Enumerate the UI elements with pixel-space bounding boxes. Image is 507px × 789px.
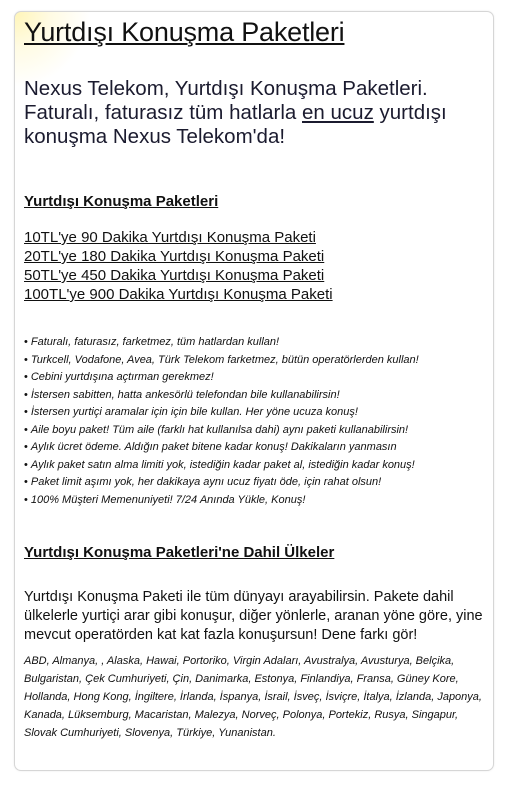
- package-item: [24, 285, 333, 304]
- countries-heading[interactable]: Yurtdışı Konuşma Paketleri'ne Dahil Ülkeler: [24, 544, 335, 561]
- bullet-icon: •: [24, 388, 28, 401]
- intro-text-before: Nexus Telekom, Yurtdışı Konuşma Paketleri. Faturalı, faturasız tüm hatlarla: [24, 77, 428, 124]
- bullet-icon: •: [24, 441, 28, 453]
- feature-item: • Aylık paket satın alma limiti yok, istediğin kadar paket al, istediğin kadar konuş!: [24, 458, 415, 471]
- bullet-icon: •: [24, 371, 28, 383]
- content-card: [14, 11, 494, 771]
- world-coverage-text: Yurtdışı Konuşma Paketi ile tüm dünyayı arayabilirsin. Pakete dahil ülkelerle yurtiçi arar gibi konuşur, diğer yönlerle, aranan yöne göre, yine mevcut operatörden kat kat fazla konuşursun! Dene farkı gör!: [24, 589, 483, 643]
- package-item: [24, 228, 333, 247]
- package-list: [24, 228, 333, 304]
- page-title: Yurtdışı Konuşma Paketleri: [24, 17, 345, 47]
- feature-item: • Turkcell, Vodafone, Avea, Türk Telekom farketmez, bütün operatörlerden kullan!: [24, 353, 419, 366]
- intro-text-after: yurtdışı konuşma Nexus Telekom'da!: [24, 101, 447, 148]
- package-link-100tl[interactable]: 100TL'ye 900 Dakika Yurtdışı Konuşma Paketi: [24, 286, 333, 303]
- bullet-icon: •: [24, 458, 28, 471]
- country-list: ABD, Almanya, , Alaska, Hawai, Portoriko, Virgin Adaları, Avustralya, Avusturya, Belçika, Bulgaristan, Çek Cumhuriyeti, Çin, Danimarka, Estonya, Finlandiya, Fransa, Güney Kore, Hollanda, Hong Kong, İngiltere, İrlanda, İspanya, İsrail, İsveç, İsviçre, İtalya, İzlanda, Japonya, Kanada, Lüksemburg, Macaristan, Malezya, Norveç, Polonya, Portekiz, Rusya, Singapur, Slovak Cumhuriyeti, Slovenya, Türkiye, Yunanistan.: [24, 655, 482, 739]
- feature-item: • 100% Müşteri Memenuniyeti! 7/24 Anında Yükle, Konuş!: [24, 493, 306, 506]
- feature-item: • İstersen yurtiçi aramalar için için bile kullan. Her yöne ucuza konuş!: [24, 406, 358, 418]
- package-item: [24, 266, 333, 285]
- feature-item: • İstersen sabitten, hatta ankesörlü telefondan bile kullanabilirsin!: [24, 388, 340, 401]
- bullet-icon: •: [24, 493, 28, 506]
- bullet-icon: •: [24, 476, 28, 488]
- feature-item: • Aile boyu paket! Tüm aile (farklı hat kullanılsa dahi) aynı paketi kullanabilirsin!: [24, 423, 409, 436]
- feature-list: [24, 334, 419, 509]
- feature-item: • Cebini yurtdışına açtırman gerekmez!: [24, 371, 214, 383]
- feature-item: • Paket limit aşımı yok, her dakikaya aynı ucuz fiyatı öde, için rahat olsun!: [24, 476, 382, 488]
- bullet-icon: •: [24, 353, 28, 366]
- bullet-icon: •: [24, 406, 28, 418]
- en-ucuz-link[interactable]: en ucuz: [302, 101, 374, 124]
- intro-paragraph: [24, 77, 490, 149]
- package-link-10tl[interactable]: 10TL'ye 90 Dakika Yurtdışı Konuşma Paketi: [24, 229, 316, 246]
- bullet-icon: •: [24, 336, 28, 348]
- feature-item: • Aylık ücret ödeme. Aldığın paket bitene kadar konuş! Dakikaların yanmasın: [24, 441, 397, 453]
- package-link-50tl[interactable]: 50TL'ye 450 Dakika Yurtdışı Konuşma Paketi: [24, 267, 325, 284]
- feature-item: • Faturalı, faturasız, farketmez, tüm hatlardan kullan!: [24, 336, 280, 348]
- bullet-icon: •: [24, 423, 28, 436]
- package-link-20tl[interactable]: 20TL'ye 180 Dakika Yurtdışı Konuşma Paketi: [24, 248, 325, 265]
- packages-heading[interactable]: Yurtdışı Konuşma Paketleri: [24, 193, 219, 210]
- package-item: [24, 247, 333, 266]
